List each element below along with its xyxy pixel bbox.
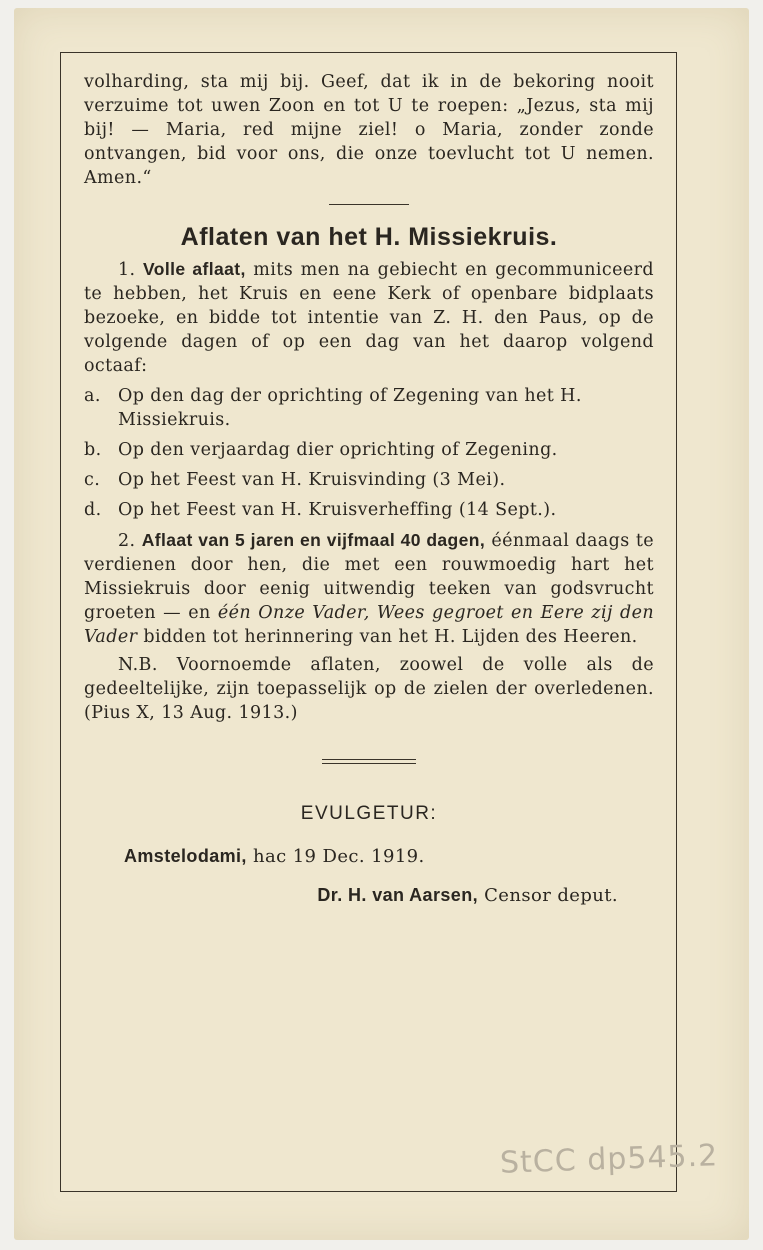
pencil-shelfmark: StCC dp545.2 [499,1138,719,1181]
list-item [84,468,654,492]
censor-signature [84,883,654,908]
item2-number: 2. [118,531,136,551]
divider-line [322,759,416,760]
short-divider [329,204,409,205]
approval-place-date [124,844,654,869]
double-divider [322,759,416,764]
item1-number: 1. [118,260,136,280]
list-marker: b. [84,440,102,460]
list-text: Op den dag der oprichting of Zegening van het H. Missiekruis. [118,386,582,430]
censor-role: Censor deput. [484,885,618,906]
list-item [84,438,654,462]
section-title: Aflaten van het H. Missiekruis. [180,223,558,251]
prayer-ending: volharding, sta mij bij. Geef, dat ik in de bekoring nooit verzuime tot uwen Zoon en tot U te roepen: „Jezus, sta mij bij! — Maria, red mijne ziel! o Maria, zonder zonde ontvangen, bid voor ons, die onze toevlucht tot U nemen. Amen.“ [84,72,654,188]
list-text: Op het Feest van H. Kruisverheffing (14 Sept.). [118,500,557,520]
partial-indulgence-paragraph [84,528,654,649]
list-marker: d. [84,500,102,520]
list-text: Op het Feest van H. Kruisvinding (3 Mei). [118,470,506,490]
item2-lead: Aflaat van 5 jaren en vijfmaal 40 dagen, [141,530,486,550]
list-item [84,498,654,522]
nota-bene: N.B. Voornoemde aflaten, zoowel de volle als de gedeeltelijke, zijn toepasselijk op de zielen der overledenen. (Pius X, 13 Aug. 1913.) [84,655,654,723]
item1-lead: Volle aflaat, [143,259,246,279]
approval-date: hac 19 Dec. 1919. [252,846,425,867]
feast-days-list [84,384,654,522]
item2-prayers: één Onze Vader, Wees gegroet en Eere zij den Vader [84,603,655,647]
list-marker: a. [84,386,101,406]
censor-name: Dr. H. van Aarsen, [317,885,478,905]
approval-title: EVULGETUR: [300,803,438,824]
list-item [84,384,654,432]
list-text: Op den verjaardag dier oprichting of Zegening. [118,440,558,460]
approval-place: Amstelodami, [124,846,247,866]
divider-line [322,763,416,764]
item2-text-a: éénmaal daags te verdienen door hen, die met een rouwmoedig hart het Missiekruis door eenig uitwendig teeken van godsvrucht groeten — en [84,531,655,623]
card-content [84,70,654,908]
item1-text: mits men na gebiecht en gecommuniceerd te hebben, het Kruis en eene Kerk of openbare bidplaats bezoeke, en bidde tot intentie van Z. H. den Paus, op de volgende dagen of op een dag van het daarop volgend octaaf: [84,260,654,376]
list-marker: c. [84,470,101,490]
plenary-indulgence-paragraph [84,257,654,378]
item2-text-b: bidden tot herinnering van het H. Lijden des Heeren. [143,627,638,647]
